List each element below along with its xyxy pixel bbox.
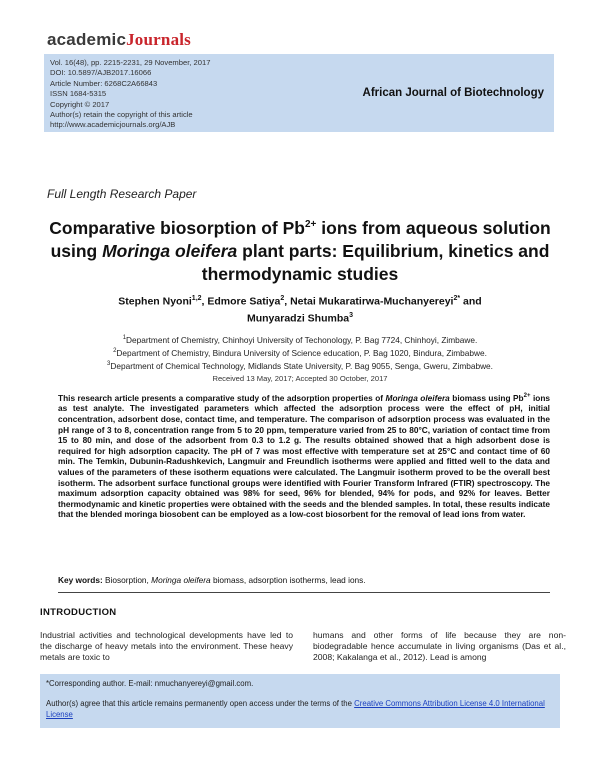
affiliation-item: $^2$Department of Chemistry, Bindura University of Science education, P. Bag 1020, Bindura, Zimbabwe. (113, 347, 487, 358)
intro-column-right: humans and other forms of life because they are non-biodegradable hence accumulate in living organisms (Das et al., 2008; Kakalanga et al., 2012). Lead is among (313, 630, 566, 662)
brand-part-academic: academic (47, 30, 127, 49)
intro-column-left: Industrial activities and technological developments have led to the discharge of heavy metals into the environment. These heavy metals are toxic to (40, 630, 293, 662)
paper-type: Full Length Research Paper (47, 187, 197, 201)
section-heading-introduction: INTRODUCTION (40, 607, 117, 618)
license-note: Author(s) agree that this article remains permanently open access under the terms of the Creative Commons Attribution License 4.0 International License (46, 699, 545, 719)
footnote-box (40, 674, 560, 728)
keywords-label: Key words: (58, 575, 103, 585)
title-part-1: Comparative biosorption of Pb (49, 217, 305, 238)
meta-lines (50, 58, 210, 131)
journal-name: African Journal of Biotechnology (362, 87, 544, 99)
author-affil-sup: 2 (280, 295, 285, 302)
corresponding-author: *Corresponding author. E-mail: nmuchanyereyi@gmail.com. (46, 679, 254, 688)
abstract: This research article presents a comparative study of the adsorption properties of Moringa oleifera biomass using $Pb^{2+}$ ions as test analyte. The investigated parameters which affected the adsorption process were the effect of pH, initial concentration, adsorbent dose, contact time, and temperature. The comparison of adsorption process was evaluated in the pH range of 3 to 8, concentration range from 5 to 20 ppm, temperature varied from 25 to 80°C, variation of contact time from 15 to 80 min, and dose of the adsorbent from 0.3 to 1.2 g. The results obtained showed that a high adsorbent dose is required for high adsorption capacity. The pH of 7 was most effective with temperature set at 25°C and contact time of 60 min. The Temkin, Dubunin-Radushkevich, Langmuir and Freundlich isotherms were applied and fitted well to the data and values of the parameters of these isotherm equations were calculated. The Langmuir isotherm proved to be the overall best isotherm. The adsorbent surface functional groups were identified with Fourier Transform Infrared (FTIR) spectroscopy. The maximum adsorption capacity obtained was 98% for seed, 96% for blended, 94% for pods, and 92% for leaves. Better thermodynamic and kinetic properties were obtained with the seeds and the blended samples. In total, these results indicate that the blended moringa biosobent can be employed as a low-cost biosorbent for the removal of lead ions from water. (58, 392, 550, 520)
keywords: Key words: Biosorption, Moringa oleifera biomass, adsorption isotherms, lead ions. (58, 575, 366, 585)
author-list (40, 292, 560, 325)
author-affil-sup: 1,2 (191, 295, 202, 302)
author-separator: , (284, 295, 291, 308)
brand-part-journals: Journals (126, 30, 192, 49)
meta-copyright: Copyright © 2017 (50, 99, 110, 109)
abstract-species: Moringa oleifera (385, 392, 450, 403)
author-separator: , (201, 295, 208, 308)
title-part-3: plant parts: Equilibrium, kinetics and thermodynamic studies (201, 240, 550, 284)
affiliations (40, 333, 560, 371)
section-divider (58, 592, 550, 593)
received-dates: Received 13 May, 2017; Accepted 30 October, 2017 (212, 374, 388, 383)
title-part-2: ions from aqueous solution using (50, 217, 551, 261)
meta-journal-url[interactable]: http://www.academicjournals.org/AJB (50, 120, 176, 130)
author-separator: and (460, 295, 482, 308)
affiliation-item: $^3$Department of Chemical Technology, Midlands State University, P. Bag 9055, Senga, Gweru, Zimbabwe. (107, 360, 493, 371)
journal-brand-logo (47, 30, 191, 50)
title-sup: 2+ (305, 219, 317, 230)
author-affil-sup: 3 (349, 311, 353, 319)
meta-article-number: Article Number: 6268C2A66843 (50, 78, 158, 88)
author-name: Edmore Satiya (207, 295, 281, 308)
title-species: Moringa oleifera (102, 240, 238, 261)
meta-volume: Vol. 16(48), pp. 2215-2231, 29 November, 2017 (50, 58, 211, 67)
license-link[interactable]: Creative Commons Attribution License 4.0 International License (46, 699, 545, 719)
author-affil-sup: 2* (453, 295, 461, 302)
paper-title (40, 213, 560, 286)
author-name: Munyaradzi Shumba (246, 312, 350, 324)
author-name: Netai Mukaratirwa-Muchanyereyi (290, 295, 454, 308)
article-meta-box (44, 54, 554, 132)
author-name: Stephen Nyoni (118, 295, 192, 308)
affiliation-item: $^1$Department of Chemistry, Chinhoyi University of Techonology, P. Bag 7724, Chinhoyi, Zimbawe. (122, 334, 478, 345)
meta-doi: DOI: 10.5897/AJB2017.16066 (50, 68, 152, 78)
meta-issn: ISSN 1684-5315 (50, 89, 107, 99)
meta-author-rights: Author(s) retain the copyright of this article (50, 110, 193, 120)
